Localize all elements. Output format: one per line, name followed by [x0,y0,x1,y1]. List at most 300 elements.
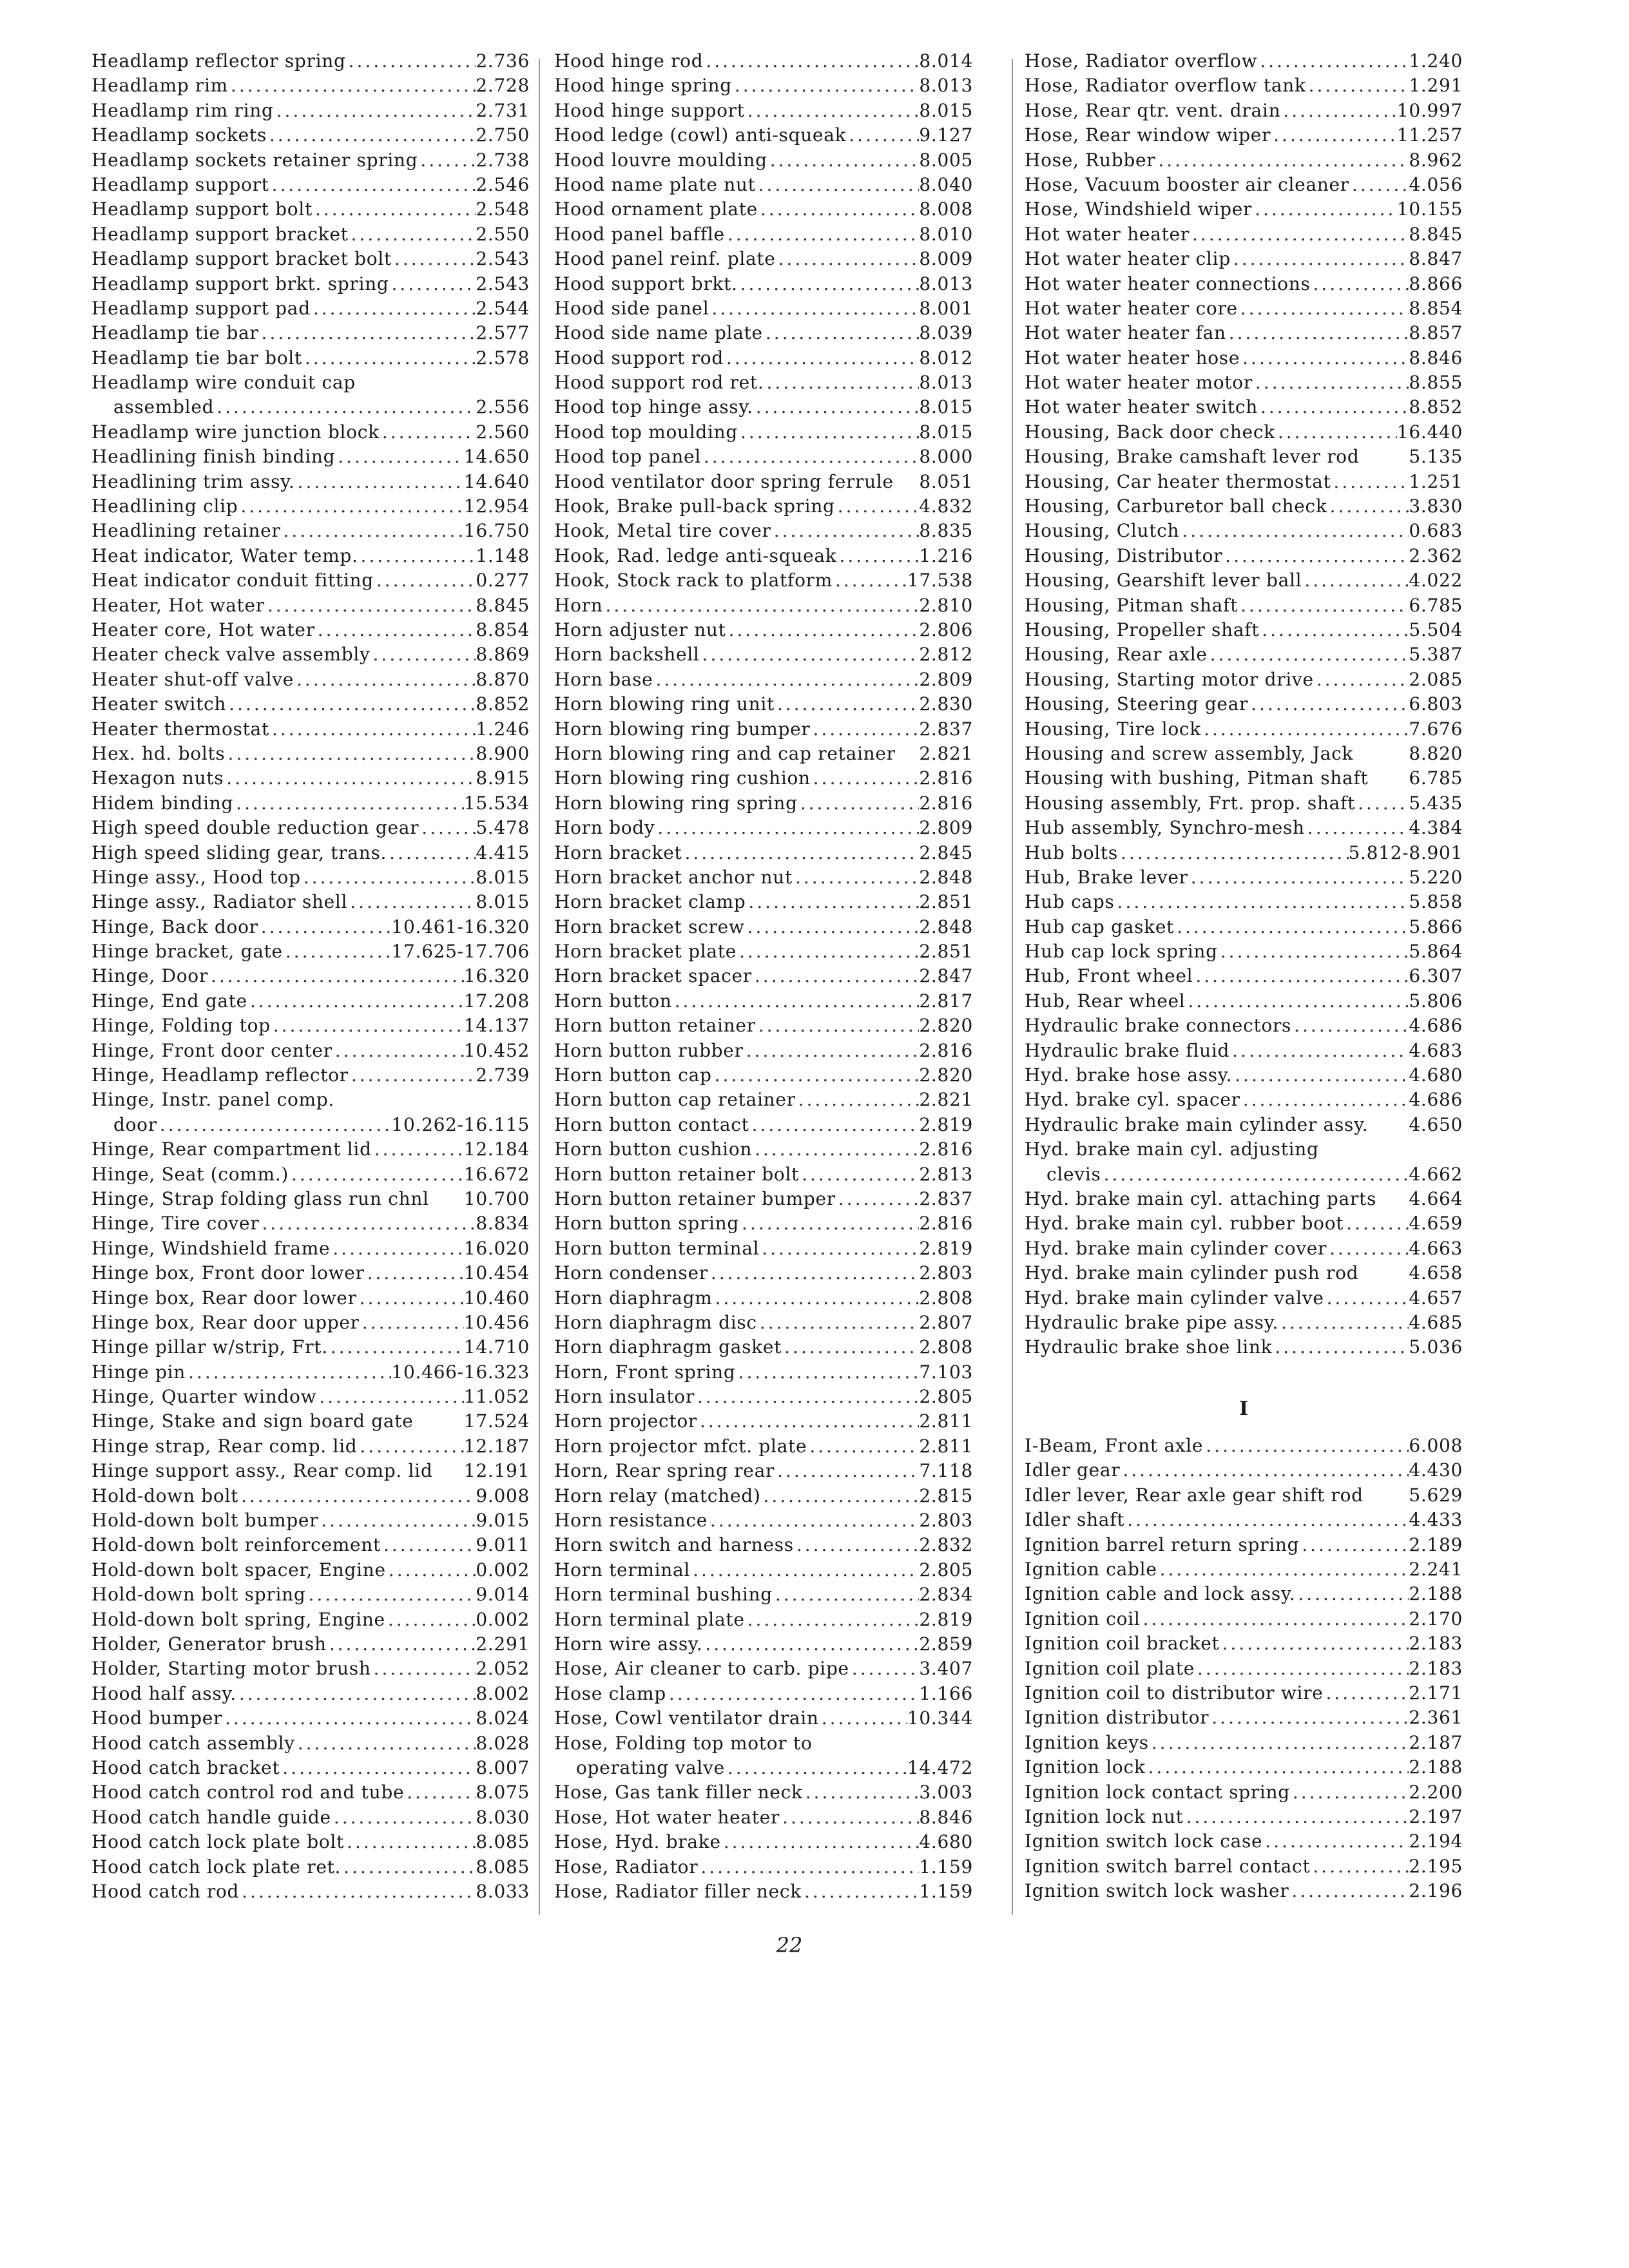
entry-name: Housing, Steering gear [1025,693,1249,715]
entry-number: 2.577 [476,322,530,344]
dot-leader [1115,890,1409,914]
entry-name: Hinge, Instr. panel comp. [92,1089,335,1111]
index-entry [554,1805,973,1830]
entry-name: Horn blowing ring cushion [554,767,811,789]
index-entry [554,791,973,816]
index-entry [554,544,973,568]
entry-name: Headlamp sockets retainer spring [92,149,418,171]
entry-name: Hood catch assembly [92,1732,295,1754]
entry-number: 8.847 [1409,248,1463,270]
index-entry [92,247,530,271]
entry-number: 2.728 [476,75,530,97]
dot-leader [798,791,920,816]
entry-number: 8.012 [919,347,973,369]
dot-leader [1259,618,1409,642]
dot-leader [1188,865,1409,890]
index-entry [92,1088,530,1112]
entry-name: Ignition switch lock washer [1025,1880,1289,1902]
entry-name: Hub, Brake lever [1025,866,1188,888]
entry-number: 0.277 [476,570,530,591]
entry-name: Ignition distributor [1025,1707,1210,1729]
dot-leader [1272,1335,1409,1360]
index-entry [92,841,530,865]
index-column-3 [1025,49,1463,1904]
index-entry [554,1335,973,1360]
dot-leader [780,1805,919,1830]
entry-number: 2.820 [919,1015,973,1037]
dot-leader [1229,1039,1409,1063]
entry-number: 8.002 [476,1682,530,1704]
entry-number: 2.816 [919,1213,973,1235]
index-entry [554,1162,973,1187]
index-entry [92,1830,530,1854]
dot-leader [222,1706,476,1731]
entry-number: 10.466-16.323 [391,1361,530,1383]
dot-leader [1349,173,1409,197]
entry-number: 8.835 [919,520,973,542]
entry-name: Horn button retainer bolt [554,1163,800,1185]
index-entry [1025,296,1463,321]
index-entry [92,1311,530,1335]
entry-number: 2.183 [1409,1657,1463,1679]
index-entry [92,1558,530,1582]
entry-name: Ignition barrel return spring [1025,1533,1300,1555]
dot-leader [259,1211,476,1236]
dot-leader [341,1855,476,1879]
entry-number: 8.028 [476,1732,530,1754]
entry-number: 12.187 [463,1435,530,1457]
entry-number: 4.415 [476,841,530,863]
entry-name: Hydraulic brake shoe link [1025,1336,1273,1358]
entry-number: 2.810 [919,594,973,616]
entry-name: Horn, Front spring [554,1361,736,1383]
dot-leader [349,1063,476,1088]
index-entry [554,1533,973,1557]
dot-leader [267,123,476,148]
entry-number: 2.738 [476,149,530,171]
entry-number: 2.848 [919,916,973,937]
dot-leader [721,1830,920,1854]
entry-number: 8.852 [1409,396,1463,418]
index-entry [92,346,530,370]
dot-leader [208,964,464,988]
entry-name: Housing, Propeller shaft [1025,619,1260,640]
index-entry [92,395,530,419]
entry-name: Hood hinge spring [554,75,732,97]
entry-number: 2.808 [919,1336,973,1358]
entry-name: clevis [1046,1163,1101,1185]
entry-number: 2.816 [919,792,973,814]
index-entry [554,1385,973,1409]
entry-number: 2.821 [919,1089,973,1111]
dot-leader [739,1211,919,1236]
entry-number: 8.820 [1409,742,1463,764]
dot-leader [1310,1854,1409,1879]
entry-name: Hood catch rod [92,1880,240,1902]
dot-leader [835,494,920,519]
entry-name: Horn, Rear spring rear [554,1460,775,1482]
entry-name: Hub cap gasket [1025,916,1175,937]
index-entry [554,1286,973,1311]
entry-number: 8.015 [919,421,973,443]
index-entry [554,272,973,296]
index-entry [554,1632,973,1657]
index-entry [92,692,530,716]
entry-name: Hood catch lock plate bolt [92,1831,345,1853]
dot-leader [1305,816,1409,840]
dot-leader [365,1261,464,1285]
entry-name: Hood half assy. [92,1682,236,1704]
dot-leader [1311,272,1409,296]
dot-leader [1220,1631,1409,1656]
index-entry [1025,1755,1463,1780]
index-entry [554,841,973,865]
index-entry [92,1855,530,1879]
entry-number: 2.821 [919,742,973,764]
entry-name: Hood side panel [554,297,709,319]
index-entry [92,1706,530,1731]
entry-name: Horn terminal plate [554,1608,745,1630]
index-entry [1025,73,1463,98]
index-entry [92,816,530,840]
dot-leader [1118,841,1349,865]
index-entry [1025,395,1463,419]
entry-number: 3.003 [919,1782,973,1803]
entry-name: Headlamp support bolt [92,198,313,220]
dot-leader [1327,494,1409,519]
dot-leader [1201,717,1409,742]
dot-leader [782,1335,919,1360]
dot-leader [767,148,920,173]
dot-leader [357,1434,463,1459]
index-entry [1025,1187,1463,1211]
entry-name: Hinge, Folding top [92,1015,271,1037]
entry-name: Hose clamp [554,1682,666,1704]
index-entry [92,915,530,939]
index-entry [1025,717,1463,742]
dot-leader [1344,1211,1409,1236]
entry-name: Hinge, Back door [92,916,258,937]
dot-leader [1306,73,1409,98]
dot-leader [760,1484,919,1508]
dot-leader [1222,544,1409,568]
entry-name: Ignition coil [1025,1608,1141,1629]
dot-leader [1302,568,1409,593]
index-entry [1025,1236,1463,1261]
entry-number: 2.194 [1409,1831,1463,1852]
entry-name: Hinge, Headlamp reflector [92,1064,349,1086]
dot-leader [259,321,476,345]
entry-name: Hyd. brake main cyl. adjusting [1025,1139,1319,1160]
dot-leader [389,272,476,296]
index-entry [92,568,530,593]
entry-number: 8.030 [476,1806,530,1828]
dot-leader [1190,222,1409,247]
entry-name: Hydraulic brake fluid [1025,1039,1230,1061]
dot-leader [349,222,476,247]
index-entry [92,1657,530,1681]
entry-number: 2.200 [1409,1781,1463,1803]
entry-number: 8.915 [476,767,530,789]
dot-leader [238,1484,476,1508]
index-entry [554,568,973,593]
dot-leader [1327,1236,1409,1261]
dot-leader [849,1657,919,1681]
entry-number: 3.830 [1409,495,1463,517]
entry-number: 14.650 [463,446,530,468]
dot-leader [653,668,919,692]
index-entry [1025,1879,1463,1903]
index-entry [1025,841,1463,865]
entry-name: Headlamp support pad [92,297,311,319]
index-entry [1025,1805,1463,1829]
entry-name: Heater core, Hot water [92,619,315,640]
index-entry [554,1582,973,1607]
dot-leader [1146,1755,1409,1780]
index-entry [1025,1113,1463,1137]
entry-number: 8.846 [919,1806,973,1828]
index-entry [554,173,973,197]
entry-name: Hood panel baffle [554,223,725,245]
entry-name: Headlamp support brkt. spring [92,273,389,294]
dot-leader [316,1385,464,1409]
entry-number: 8.009 [919,248,973,270]
dot-leader [1218,939,1409,964]
dot-leader [302,346,476,370]
entry-name: Hose, Hot water heater [554,1806,780,1828]
index-entry [1025,1533,1463,1557]
dot-leader [313,197,476,222]
entry-name: High speed double reduction gear [92,817,419,839]
dot-leader [271,1014,464,1038]
entry-name: Headlamp wire junction block [92,421,380,443]
entry-number: 4.430 [1409,1459,1463,1481]
entry-name: Horn blowing ring and cap retainer [554,742,896,764]
dot-leader [1324,1286,1409,1311]
dot-leader [700,642,920,667]
entry-name: Horn bracket clamp [554,891,746,913]
dot-leader [157,1113,392,1137]
entry-name: Hood name plate nut [554,173,756,195]
entry-name: Horn backshell [554,644,700,666]
entry-name: Housing, Carburetor ball check [1025,495,1327,517]
entry-number: 8.857 [1409,322,1463,344]
entry-number: 3.407 [919,1658,973,1680]
entry-name: Hyd. brake cyl. spacer [1025,1089,1240,1111]
entry-name: Headlining clip [92,495,238,517]
dot-leader [265,593,476,618]
dot-leader [836,1187,919,1211]
entry-number: 0.002 [476,1608,530,1630]
entry-name: Holder, Generator brush [92,1633,327,1655]
index-entry [92,296,530,321]
dot-leader [347,890,476,914]
entry-name: Ignition cable [1025,1559,1157,1581]
dot-leader [708,1261,920,1285]
index-entry [554,395,973,419]
index-entry [554,1434,973,1459]
dot-leader [672,989,920,1014]
entry-number: 4.659 [1409,1213,1463,1235]
dot-leader [258,915,392,939]
entry-name: Horn resistance [554,1510,708,1532]
index-entry [1025,445,1463,469]
index-entry [92,148,530,173]
dot-leader [655,816,919,840]
dot-leader [759,1236,919,1261]
entry-name: Hot water heater [1025,223,1190,245]
entry-name: Hose, Rubber [1025,149,1156,171]
index-entry [92,1261,530,1285]
entry-number: 2.291 [476,1633,530,1655]
index-entry [554,964,973,988]
entry-number: 8.007 [476,1756,530,1778]
dot-leader [749,1113,920,1137]
entry-name: Hood support rod [554,347,724,369]
dot-leader [758,197,919,222]
index-entry [92,989,530,1014]
entry-number: 17.524 [463,1410,530,1432]
entry-name: Housing and screw assembly, Jack [1025,742,1354,764]
entry-number: 4.650 [1409,1113,1463,1135]
index-entry [554,346,973,370]
index-entry [1025,346,1463,370]
dot-leader [796,1088,920,1112]
dot-leader [738,420,919,445]
index-entry [1025,321,1463,345]
entry-number: 2.807 [919,1311,973,1333]
entry-name: Housing, Distributor [1025,544,1223,566]
dot-leader [1252,197,1397,222]
entry-number: 6.008 [1409,1435,1463,1457]
entry-number: 16.320 [463,965,530,987]
entry-number: 6.785 [1409,767,1463,789]
entry-name: Horn [554,594,603,616]
dot-leader [1124,1508,1409,1532]
index-entry [1025,692,1463,716]
entry-number: 2.816 [919,767,973,789]
index-entry [554,642,973,667]
dot-leader [392,247,476,271]
entry-name: Hyd. brake hose assy. [1025,1064,1233,1086]
index-entry [1025,642,1463,667]
index-entry [1025,1681,1463,1706]
dot-leader [295,1731,476,1756]
entry-name: Horn projector mfct. plate [554,1435,807,1457]
entry-number: 15.534 [463,792,530,814]
dot-leader [1209,1706,1409,1730]
entry-number: 2.736 [476,50,530,72]
dot-leader [1174,915,1409,939]
entry-number: 10.460 [463,1287,530,1309]
dot-leader [807,1434,919,1459]
entry-number: 2.170 [1409,1608,1463,1629]
index-entry [554,1484,973,1508]
index-entry [554,1014,973,1038]
section-letter: I [1239,1398,1249,1421]
entry-number: 2.189 [1409,1533,1463,1555]
entry-name: Hose, Radiator overflow tank [1025,75,1306,97]
index-entry [554,1137,973,1162]
index-entry [1025,494,1463,519]
index-entry [92,1484,530,1508]
entry-number: 4.686 [1409,1089,1463,1111]
dot-leader [1257,49,1409,73]
entry-name: Hold-down bolt bumper [92,1510,319,1532]
entry-name: Hot water heater core [1025,297,1238,319]
entry-number: 2.830 [919,693,973,715]
dot-leader [603,593,920,618]
index-entry [92,222,530,247]
entry-name: Horn blowing ring bumper [554,718,811,740]
entry-number: 8.013 [919,273,973,294]
entry-number: 10.344 [907,1707,973,1729]
entry-number: 2.543 [476,248,530,270]
entry-name: Hydraulic brake connectors [1025,1015,1292,1037]
entry-number: 5.135 [1409,446,1463,468]
index-entry [92,197,530,222]
entry-number: 8.001 [919,297,973,319]
dot-leader [371,642,476,667]
dot-leader [1271,123,1397,148]
entry-name: Hinge, End gate [92,990,247,1012]
entry-number: 5.478 [476,817,530,839]
dot-leader [1314,668,1409,692]
entry-name: Hinge assy., Radiator shell [92,891,348,913]
index-entry [92,1731,530,1756]
index-entry [1025,1829,1463,1854]
entry-number: 2.805 [919,1386,973,1408]
entry-number: 1.291 [1409,75,1463,97]
entry-name: Headlamp reflector spring [92,50,346,72]
entry-name: Horn bracket spacer [554,965,752,987]
index-entry [1025,1706,1463,1730]
index-entry [92,1162,530,1187]
entry-name: Hook, Stock rack to platform [554,570,833,591]
entry-name: Hyd. brake main cylinder cover [1025,1237,1327,1259]
index-entry [92,321,530,345]
entry-name: Headlamp support bracket [92,223,349,245]
dot-leader [283,939,392,964]
entry-name: Headlamp sockets [92,124,267,146]
entry-name: Holder, Starting motor brush [92,1658,371,1680]
entry-name: Hinge box, Front door lower [92,1262,365,1284]
entry-number: 5.866 [1409,916,1463,937]
dot-leader [1289,1879,1409,1903]
entry-number: 2.187 [1409,1731,1463,1753]
entry-name: Horn diaphragm gasket [554,1336,782,1358]
dot-leader [775,692,919,716]
index-entry [1025,1039,1463,1063]
dot-leader [846,123,919,148]
entry-number: 4.832 [919,495,973,517]
index-entry [554,668,973,692]
entry-number: 4.662 [1409,1163,1463,1185]
index-entry [1025,1211,1463,1236]
index-entry [92,494,530,519]
entry-number: 2.811 [919,1435,973,1457]
index-entry [92,73,530,98]
index-entry [554,989,973,1014]
index-entry [554,519,973,543]
dot-leader [224,766,476,791]
index-entry [554,1063,973,1088]
index-entry [1025,1607,1463,1631]
entry-number: 2.809 [919,668,973,690]
entry-name: Hinge, Quarter window [92,1386,317,1408]
dot-leader [357,1286,464,1311]
index-entry [554,1879,973,1904]
